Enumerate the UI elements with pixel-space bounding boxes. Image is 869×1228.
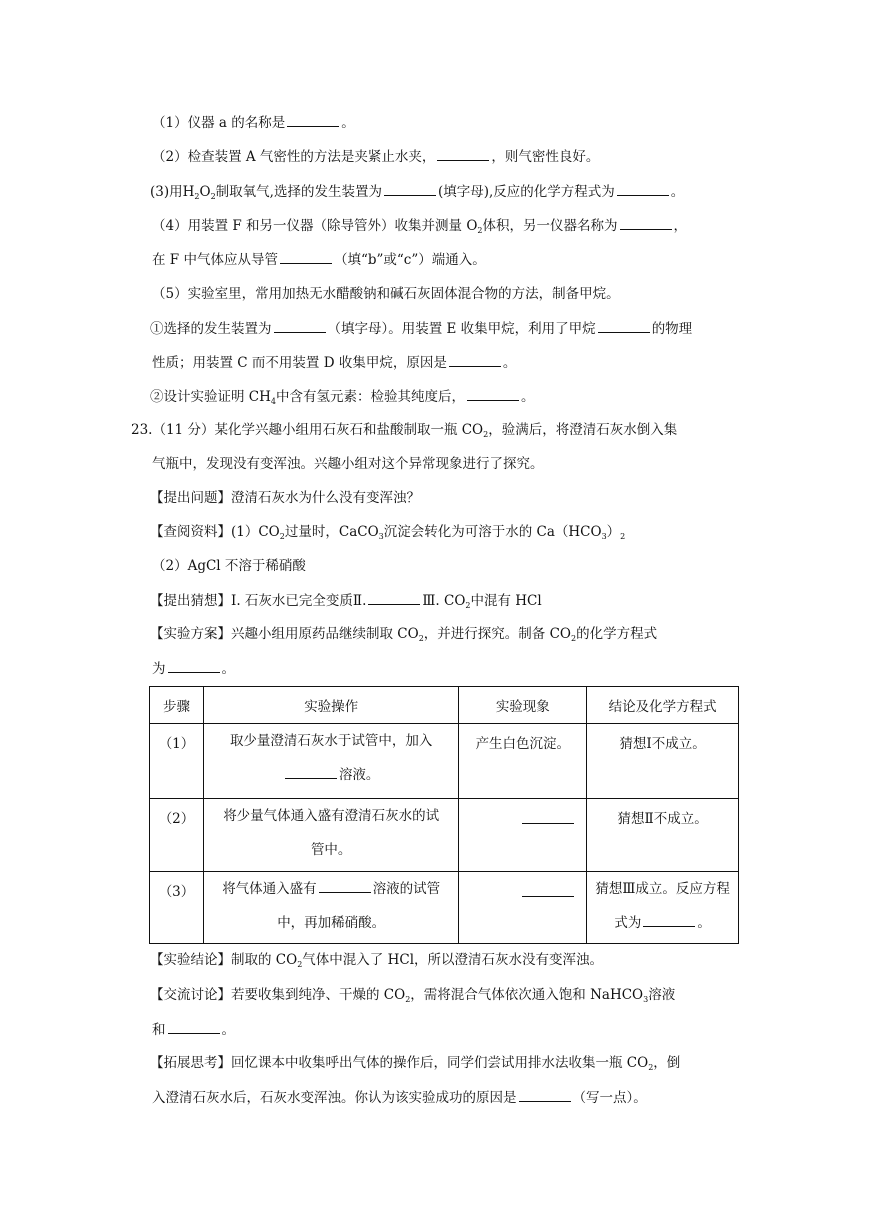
q23-hypothesis-text: 中混有 HCl (470, 593, 542, 609)
q22-part3-text: 制取氧气,选择的发生装置为 (215, 184, 382, 200)
table-header: 步骤 (150, 687, 204, 724)
conclusion-text: 式为 (614, 915, 642, 931)
q23-extension-text: （写一点）。 (572, 1090, 647, 1106)
table-cell (203, 872, 458, 944)
q23-discussion-text: 溶液 (648, 987, 676, 1003)
subscript: 3 (378, 532, 384, 541)
q22-part1-text: （1）仪器 a 的名称是 (152, 115, 286, 131)
answer-blank[interactable] (437, 146, 489, 161)
punct: 。 (502, 355, 517, 371)
q22-part5-text: （填字母）。用装置 E 收集甲烷，利用了甲烷 (327, 321, 596, 337)
conclusion-line (591, 906, 734, 940)
q23-reference-text: 过量时，CaCO (284, 524, 379, 540)
q23-plan (150, 624, 657, 649)
answer-blank[interactable] (522, 882, 574, 897)
phenomenon-text: 产生白色沉淀。 (475, 736, 571, 752)
subscript: 2 (477, 226, 483, 235)
q23-extension-cont (152, 1087, 647, 1108)
subscript: 3 (643, 995, 649, 1004)
q22-part5-2 (150, 386, 535, 412)
answer-blank[interactable] (274, 318, 326, 333)
operation-text: 溶液。 (338, 767, 380, 783)
q23-extension-text: 【拓展思考】回忆课本中收集呼出气体的操作后，同学们尝试用排水法收集一瓶 CO (150, 1055, 649, 1071)
answer-blank[interactable] (598, 318, 650, 333)
answer-blank[interactable] (467, 386, 519, 401)
q23-discussion-cont (152, 1019, 235, 1040)
q23-reference-2 (152, 556, 306, 576)
q23-conclusion-text: 气体中混入了 HCl，所以澄清石灰水没有变浑浊。 (302, 952, 604, 968)
table-cell (203, 724, 458, 799)
q23-discussion-text: 【交流讨论】若要收集到纯净、干燥的 CO (150, 987, 406, 1003)
operation-text (204, 872, 458, 940)
q23-reference-text: （2）AgCl 不溶于稀硝酸 (152, 558, 306, 574)
q23-plan-text: ，并进行探究。制备 CO (423, 626, 571, 642)
table-row (150, 724, 739, 799)
answer-blank[interactable] (168, 658, 220, 673)
q22-part5-1 (150, 318, 692, 339)
q23-reference-text: 沉淀会转化为可溶于水的 Ca（HCO (383, 524, 602, 540)
answer-blank[interactable] (280, 249, 332, 264)
q22-part3-text: O (199, 184, 211, 200)
q23-discussion (150, 985, 675, 1010)
q22-part5-text: 中含有氢元素：检验其纯度后， (276, 389, 465, 405)
table-cell (587, 724, 739, 799)
q22-part2-text: （2）检查装置 A 气密性的方法是夹紧止水夹， (152, 149, 436, 165)
q23-conclusion-text: 【实验结论】制取的 CO (150, 952, 298, 968)
answer-blank[interactable] (643, 912, 695, 927)
conclusion-text: 猜想Ⅱ不成立。 (617, 811, 708, 827)
q22-part3-text: (3)用H (150, 184, 195, 200)
table-header-row (150, 687, 739, 724)
answer-blank[interactable] (522, 809, 574, 824)
q22-part5-1-cont (152, 352, 516, 373)
step-label: （2） (158, 811, 195, 827)
q23-hypothesis-text: 【提出猜想】Ⅰ. 石灰水已完全变质Ⅱ. (150, 593, 367, 609)
table-cell (203, 799, 458, 872)
operation-line (208, 872, 454, 906)
table-row (150, 872, 739, 944)
q22-part3 (150, 181, 684, 207)
operation-text (204, 724, 458, 792)
q22-part5-text: ①选择的发生装置为 (150, 321, 272, 337)
table-cell (150, 872, 204, 944)
subscript: 2 (194, 192, 200, 201)
subscript: 2 (297, 960, 303, 969)
conclusion-text (587, 872, 738, 940)
answer-blank[interactable] (620, 215, 672, 230)
operation-line: 将少量气体通入盛有澄清石灰水的试 (223, 808, 440, 824)
q23-question-text: 【提出问题】澄清石灰水为什么没有变浑浊？ (150, 490, 420, 506)
q23-hypothesis (150, 590, 542, 616)
table-cell (459, 799, 587, 872)
q23-extension (150, 1053, 680, 1078)
punct: 。 (341, 115, 355, 131)
step-label: （1） (158, 736, 195, 752)
table-cell (459, 724, 587, 799)
subscript: 2 (279, 532, 285, 541)
operation-line: 取少量澄清石灰水于试管中，加入 (229, 733, 433, 749)
q23-stem-text: ，验满后，将澄清石灰水倒入集 (488, 422, 678, 438)
q22-part3-text: (填字母),反应的化学方程式为 (437, 184, 615, 200)
q22-part5-text: 的物理 (651, 321, 693, 337)
subscript: 3 (601, 532, 607, 541)
subscript: 2 (620, 532, 626, 541)
q23-stem-text: 气瓶中，发现没有变浑浊。兴趣小组对这个异常现象进行了探究。 (152, 456, 544, 472)
q22-part4-text: 在 F 中气体应从导管 (152, 252, 278, 268)
q22-part4 (152, 215, 687, 241)
answer-blank[interactable] (168, 1019, 220, 1034)
answer-blank[interactable] (449, 352, 501, 367)
table-header: 结论及化学方程式 (587, 687, 739, 724)
table-cell (587, 872, 739, 944)
q23-hypothesis-text: Ⅲ. CO (422, 593, 466, 609)
operation-text: 溶液的试管 (372, 881, 441, 897)
q22-part4-text: （填“b”或“c”）端通入。 (333, 252, 486, 268)
q22-part4-text: （4）用装置 F 和另一仪器（除导管外）收集并测量 O (152, 218, 478, 234)
answer-blank[interactable] (384, 181, 436, 196)
operation-line (208, 758, 454, 792)
operation-text (204, 799, 458, 867)
subscript: 2 (483, 430, 489, 439)
q23-discussion-text: 和 (152, 1022, 166, 1038)
q23-discussion-text: ，需将混合气体依次通入饱和 NaHCO (410, 987, 644, 1003)
q23-plan-cont (152, 658, 235, 679)
punct: 。 (697, 915, 711, 931)
q22-part5-text: （5）实验室里，常用加热无水醋酸钠和碱石灰固体混合物的方法，制备甲烷。 (152, 286, 620, 302)
table-header: 实验操作 (203, 687, 458, 724)
q23-reference-text: 【查阅资料】(1）CO (150, 524, 280, 540)
q22-part1 (152, 112, 355, 133)
operation-text: 将气体通入盛有 (222, 881, 317, 897)
subscript: 4 (270, 397, 276, 406)
subscript: 2 (210, 192, 216, 201)
operation-line: 管中。 (310, 842, 352, 858)
q23-plan-text: 【实验方案】兴趣小组用原药品继续制取 CO (150, 626, 419, 642)
q23-conclusion (150, 950, 603, 975)
q23-stem-text: 23.（11 分）某化学兴趣小组用石灰石和盐酸制取一瓶 CO (131, 422, 484, 438)
answer-blank[interactable] (285, 764, 337, 779)
subscript: 2 (648, 1063, 654, 1072)
step-label: （3） (158, 884, 195, 900)
q23-extension-text: 入澄清石灰水后，石灰水变浑浊。你认为该实验成功的原因是 (152, 1090, 517, 1106)
subscript: 2 (405, 995, 411, 1004)
table-row (150, 799, 739, 872)
subscript: 2 (465, 601, 471, 610)
q22-part5-text: 性质；用装置 C 而不用装置 D 收集甲烷，原因是 (152, 355, 447, 371)
q23-stem-cont (152, 454, 544, 474)
operation-line: 中，再加稀硝酸。 (277, 915, 386, 931)
conclusion-text: 猜想Ⅰ不成立。 (619, 736, 706, 752)
table-cell (459, 872, 587, 944)
experiment-table (149, 686, 739, 944)
answer-blank[interactable] (287, 112, 339, 127)
q22-part5-text: ②设计实验证明 CH (150, 389, 271, 405)
punct: 。 (221, 661, 235, 677)
q22-part2 (152, 146, 599, 167)
q23-extension-text: ，倒 (653, 1055, 681, 1071)
q22-part4-cont (152, 249, 486, 270)
table-cell (150, 724, 204, 799)
answer-blank[interactable] (617, 181, 669, 196)
q23-reference-text: ） (606, 524, 621, 540)
punct: 。 (670, 184, 685, 200)
q23-plan-text: 为 (152, 661, 166, 677)
punct: ， (673, 218, 687, 234)
q23-question (150, 488, 420, 508)
q22-part2-tail: ，则气密性良好。 (491, 149, 600, 165)
subscript: 2 (418, 634, 424, 643)
table-header: 实验现象 (459, 687, 587, 724)
subscript: 2 (571, 634, 577, 643)
answer-blank[interactable] (368, 590, 420, 605)
answer-blank[interactable] (519, 1087, 571, 1102)
q23-plan-text: 的化学方程式 (576, 626, 658, 642)
q22-part5 (152, 284, 620, 304)
q22-part4-text: 体积，另一仪器名称为 (482, 218, 618, 234)
q23-stem (131, 420, 677, 445)
punct: 。 (221, 1022, 235, 1038)
table-cell (150, 799, 204, 872)
table-cell (587, 799, 739, 872)
answer-blank[interactable] (319, 878, 371, 893)
punct: 。 (521, 389, 535, 405)
q23-reference-1 (150, 522, 625, 547)
conclusion-line: 猜想Ⅲ成立。反应方程 (595, 881, 730, 897)
